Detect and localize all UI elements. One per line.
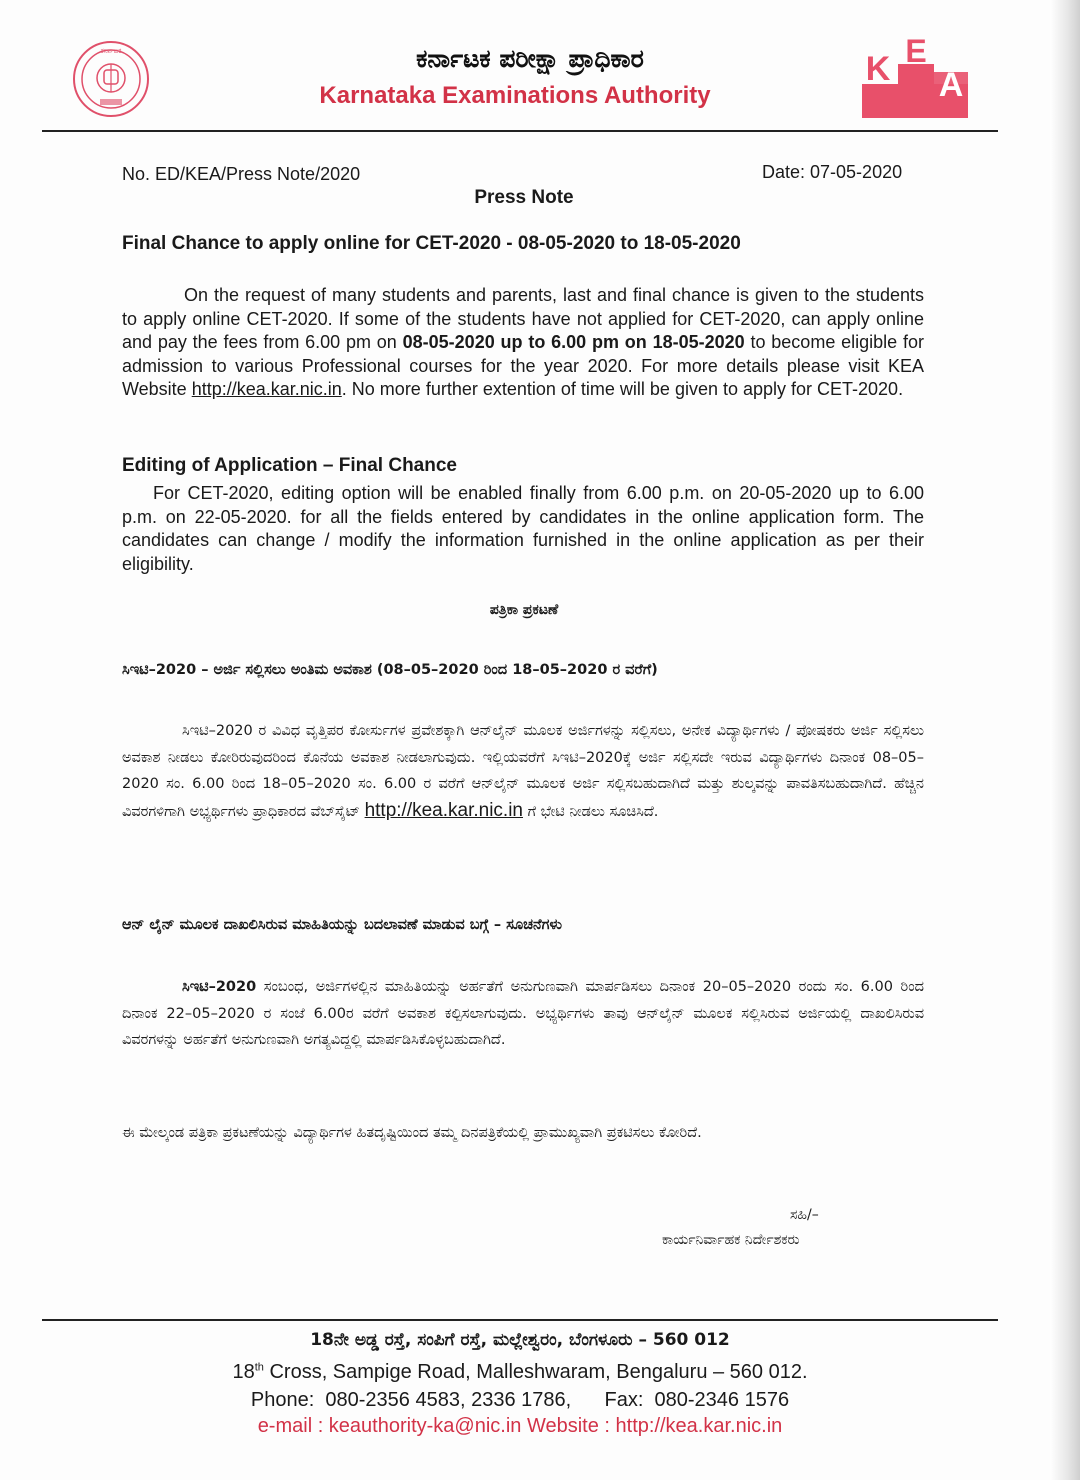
editing-heading: Editing of Application – Final Chance [122, 455, 457, 476]
document-date: Date: 07-05-2020 [762, 162, 903, 182]
kannada-heading-editing: ಆನ್ ಲೈನ್ ಮೂಲಕ ದಾಖಲಿಸಿರುವ ಮಾಹಿತಿಯನ್ನು ಬದಲಾವಣೆ ಮಾಡುವ ಬಗ್ಗೆ – ಸೂಚನೆಗಳು [122, 917, 562, 933]
kea-logo-icon [860, 36, 970, 120]
kannada-application-paragraph [122, 718, 924, 825]
seal-text: ಕರ್ನಾಟಕ [100, 47, 122, 55]
para1-text-c: . No more further extention of time will be given to apply for CET-2020. [341, 379, 904, 400]
logo-letter-a: A [938, 66, 964, 104]
signatory-title: ಕಾರ್ಯನಿರ್ವಾಹಕ ನಿರ್ದೇಶಕರು [662, 1232, 800, 1248]
editing-paragraph: For CET-2020, editing option will be enabled finally from 6.00 p.m. on 20-05-2020 up to 6.00 p.m. on 22-05-2020. for all the fields entered by candidates in the online application form. The candidates can change / modify the information furnished in the online application as per their eligibility. [122, 483, 924, 574]
kannada-request-paragraph: ಈ ಮೇಲ್ಕಂಡ ಪತ್ರಿಕಾ ಪ್ರಕಟಣೆಯನ್ನು ವಿದ್ಯಾರ್ಥಿಗಳ ಹಿತದೃಷ್ಟಿಯಿಂದ ತಮ್ಮ ದಿನಪತ್ರಿಕೆಯಲ್ಲಿ ಪ್ರಾಮುಖ್ಯವಾಗಿ ಪ್ರಕಟಿಸಲು ಕೋರಿದೆ. [122, 1125, 702, 1141]
authority-title-english: Karnataka Examinations Authority [319, 82, 711, 109]
page-edge-shadow [1050, 0, 1080, 1480]
kannada-para1-end: ಗೆ ಭೇಟಿ ನೀಡಲು ಸೂಚಿಸಿದೆ. [523, 803, 659, 820]
logo-letter-k: K [865, 50, 891, 88]
signature-mark: ಸಹಿ/– [790, 1207, 819, 1223]
logo-letter-e: E [905, 36, 927, 69]
reference-number: No. ED/KEA/Press Note/2020 [122, 164, 361, 184]
kea-website-link[interactable]: http://kea.kar.nic.in [191, 379, 342, 400]
authority-title-kannada: ಕರ್ನಾಟಕ ಪರೀಕ್ಷಾ ಪ್ರಾಧಿಕಾರ [416, 44, 644, 73]
footer-divider [42, 1319, 998, 1321]
address-superscript: th [254, 1361, 264, 1374]
kannada-website-link[interactable]: http://kea.kar.nic.in [364, 799, 523, 821]
kannada-cet-bold: ಸಿಇಟಿ–2020 [182, 979, 257, 995]
footer-email-website[interactable]: e-mail : keauthority-ka@nic.in Website : http://kea.kar.nic.in [257, 1415, 783, 1437]
kannada-para1-text: ಸಿಇಟಿ–2020 ರ ವಿವಿಧ ವೃತ್ತಿಪರ ಕೋರ್ಸುಗಳ ಪ್ರವೇಶಕ್ಕಾಗಿ ಆನ್‌ಲೈನ್ ಮೂಲಕ ಅರ್ಜಿಗಳನ್ನು ಸಲ್ಲಿಸಲು, ಅನೇಕ ವಿದ್ಯಾರ್ಥಿಗಳು / ಪೋಷಕರು ಅರ್ಜಿ ಸಲ್ಲಿಸಲು ಅವಕಾಶ ನೀಡಲು ಕೋರಿರುವುದರಿಂದ ಕೊನೆಯ ಅವಕಾಶ ನೀಡಲಾಗುವುದು. ಇಲ್ಲಿಯವರೆಗೆ ಸಿಇಟಿ–2020ಕ್ಕೆ ಅರ್ಜಿ ಸಲ್ಲಿಸದೇ ಇರುವ ವಿದ್ಯಾರ್ಥಿಗಳು ದಿನಾಂಕ 08–05–2020 ಸಂ. 6.00 ರಿಂದ 18–05–2020 ಸಂ. 6.00 ರ ವರೆಗೆ ಆನ್‌ಲೈನ್ ಮೂಲಕ ಅರ್ಜಿ ಸಲ್ಲಿಸಬಹುದಾಗಿದೆ ಮತ್ತು ಶುಲ್ಕವನ್ನು ಪಾವತಿಸಬಹುದಾಗಿದೆ. ಹೆಚ್ಚಿನ ವಿವರಗಳಿಗಾಗಿ ಅಭ್ಯರ್ಥಿಗಳು ಪ್ರಾಧಿಕಾರದ ವೆಬ್‌ಸೈಟ್ [122, 723, 924, 820]
address-number: 18 [232, 1361, 255, 1383]
header-divider [42, 130, 998, 132]
footer-address-english [0, 1361, 1040, 1384]
kannada-para2-text: ಸಂಬಂಧ, ಅರ್ಜಿಗಳಲ್ಲಿನ ಮಾಹಿತಿಯನ್ನು ಅರ್ಹತೆಗೆ ಅನುಗುಣವಾಗಿ ಮಾರ್ಪಡಿಸಲು ದಿನಾಂಕ 20–05–2020 ರಂದು ಸಂ. 6.00 ರಿಂದ ದಿನಾಂಕ 22–05–2020 ರ ಸಂಜೆ 6.00ರ ವರೆಗೆ ಅವಕಾಶ ಕಲ್ಪಿಸಲಾಗುವುದು. ಅಭ್ಯರ್ಥಿಗಳು ತಾವು ಆನ್‌ಲೈನ್ ಮೂಲಕ ಸಲ್ಲಿಸಿರುವ ಅರ್ಜಿಯಲ್ಲಿ ದಾಖಲಿಸಿರುವ ವಿವರಗಳನ್ನು ಅರ್ಹತೆಗೆ ಅನುಗುಣವಾಗಿ ಅಗತ್ಯವಿದ್ದಲ್ಲಿ ಮಾರ್ಪಡಿಸಿಕೊಳ್ಳಬಹುದಾಗಿದೆ. [122, 979, 924, 1048]
para1-dates-bold: 08-05-2020 up to 6.00 pm on 18-05-2020 [402, 332, 745, 353]
press-note-title: Press Note [474, 187, 574, 208]
footer-phone-fax: Phone: 080-2356 4583, 2336 1786, Fax: 080-2346 1576 [250, 1389, 790, 1411]
para1-text-b: to become eligible for admission to various Professional courses for the year 2020. For more details please visit KEA Website [122, 332, 924, 400]
karnataka-seal-icon [72, 40, 150, 118]
application-paragraph [122, 284, 924, 402]
press-note-title-kannada: ಪತ್ರಿಕಾ ಪ್ರಕಟಣೆ [489, 602, 559, 618]
para1-text-a: On the request of many students and parents, last and final chance is given to the students to apply online CET-2020. If some of the students have not applied for CET-2020, can apply online and pay the fees from 6.00 pm on [122, 285, 924, 353]
kannada-editing-paragraph [122, 974, 924, 1054]
kannada-heading-final-chance: ಸಿಇಟಿ–2020 – ಅರ್ಜಿ ಸಲ್ಲಿಸಲು ಅಂತಿಮ ಅವಕಾಶ (08–05–2020 ರಿಂದ 18–05–2020 ರ ವರೆಗೆ) [122, 662, 658, 678]
footer-address-kannada: 18ನೇ ಅಡ್ಡ ರಸ್ತೆ, ಸಂಪಿಗೆ ರಸ್ತೆ, ಮಲ್ಲೇಶ್ವರಂ, ಬೆಂಗಳೂರು – 560 012 [310, 1330, 730, 1350]
address-text: Cross, Sampige Road, Malleshwaram, Bengaluru – 560 012. [263, 1361, 808, 1383]
final-chance-heading: Final Chance to apply online for CET-2020 - 08-05-2020 to 18-05-2020 [122, 233, 741, 254]
